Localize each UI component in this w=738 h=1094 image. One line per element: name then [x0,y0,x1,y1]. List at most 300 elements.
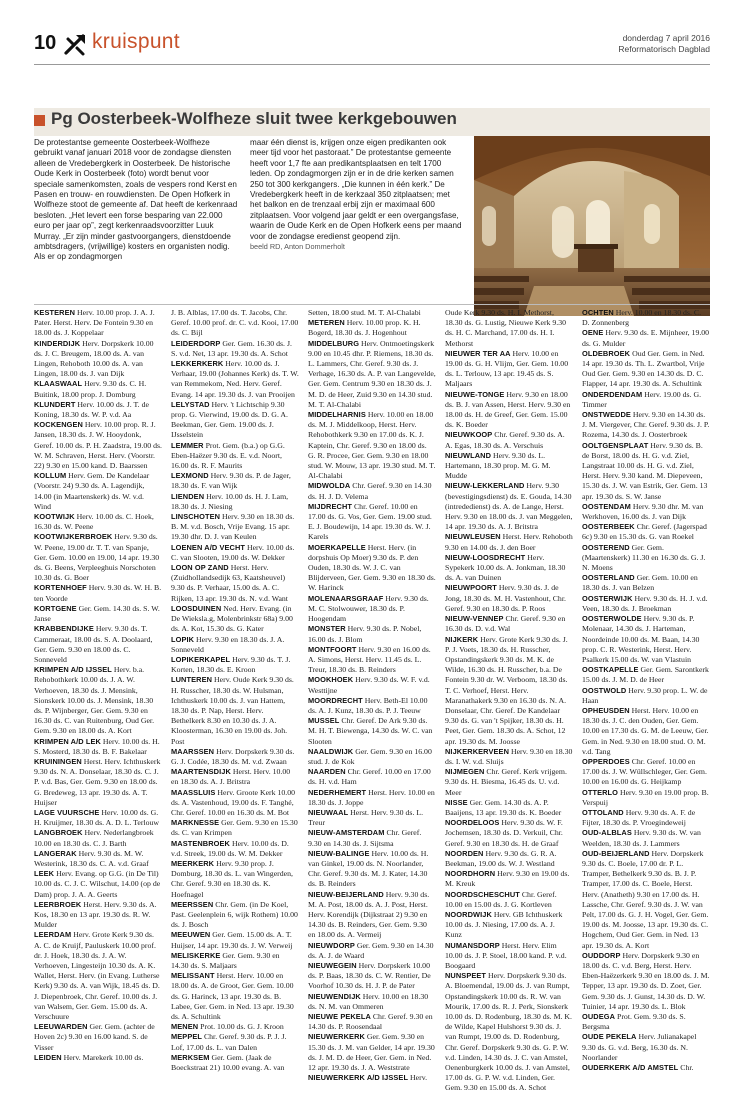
listing-place-name: LEKKERKERK [171,359,224,369]
listing-place-name: OOSTEREND [582,542,630,552]
listing-service-times: Chr. Geref. 10.00 en 15.00 ds. J. G. Kortleven [445,889,557,909]
listing-place-name: MENEN [171,1022,199,1032]
listing-place-name: NOORDHORN [445,869,496,879]
listing-service-times: Herv. 9.30 ds. T. J. Korten, 18.30 ds. E. Kroon [171,654,291,675]
listing-place-name: NIEUWER TER AA [445,348,511,358]
listing-service-times: Chr. Geref. (Jagerspad 6c) 9.30 en 15.30 ds. G. van Roekel [582,522,707,542]
listing-service-times: Ger. Gem. (Maartenskerk) 11.30 en 16.30 ds. G. J. N. Moens [582,542,706,573]
listing-entry [34,532,162,583]
listing-entry [171,543,299,563]
listing-entry [34,757,162,808]
listing-place-name: OOSTENDAM [582,501,631,511]
listing-service-times: Herv. 9.30 ds. B. de Borst, 18.00 ds. H. G. v.d. Ziel, Langstraat 10.00 ds. H. G. v.d. Ziel, Herst. Herv. 9.30 kand. M. Diepeveen, 15.30 ds. J. W. van Estrik, Ger. Gem. 13 apr. 19.30 ds. S. W. Janse [582,440,708,501]
church-interior-photo [474,136,710,316]
listing-service-times: Ger. Gem. Sarontkerk 15.00 ds. J. M. D. de Heer [582,665,709,685]
listing-entry [171,971,299,1022]
listing-service-times: Herv. 19.00 ds. G. Timmer [582,389,702,409]
listing-entry [308,624,436,644]
listing-place-name: KRABBENDIJKE [34,624,94,634]
listing-entry [171,655,299,675]
listing-place-name: OOSTKAPELLE [582,665,639,675]
listing-place-name: NIEUWERKERK [308,1032,365,1042]
listing-service-times: Herv. Groote Kerk 10.00 ds. A. Vastenhoud, 19.00 ds. F. Tanghé, Chr. Geref. 10.00 en 16.30 ds. M. Bot [171,787,296,817]
listing-place-name: OPPERDOES [582,756,630,766]
listing-entry [308,339,436,410]
listing-entry [308,594,436,625]
listing-place-name: NUMANSDORP [445,940,500,950]
listing-entry [171,339,299,359]
listing-service-times: Herst. Herv. 10.00 en 18.30 ds. A. J. Britstra [171,767,291,787]
listing-place-name: LEERBROEK [34,899,82,909]
listing-service-times: Herv. 10.00 ds. H. van Ginkel, 19.00 ds. N. Noorlander, Chr. Geref. 9.30 ds. M. J. Kater, 14.30 ds. B. Reinders [308,848,429,889]
listing-service-times: Ger. Gem. (achter de Hoven 2c) 9.30 en 16.00 kand. S. de Visser [34,1022,155,1052]
listing-place-name: NOORDEN [445,848,484,858]
listing-entry [582,849,710,951]
listing-entry [582,543,710,574]
listing-service-times: Herv. 9.30 en 14.30 ds. J. M. Viergever, Chr. Geref. 9.30 ds. J. P. Rozema, 14.30 ds. J. Oosterbroek [582,410,710,440]
listing-place-name: MUSSEL [308,716,340,726]
listing-place-name: MOORDRECHT [308,695,363,705]
listing-service-times: Herv. 9.30 ds. H. J. v.d. Veen, 18.30 ds. J. Broekman [582,593,708,613]
listing-place-name: LANGBROEK [34,828,83,838]
listing-entry [34,308,162,339]
listing-service-times: Herv. 10.00 ds. C. van Slooten, 19.00 ds. W. Dekker [171,542,295,562]
listing-service-times: Herst. Herv. 10.00 en 18.30 ds. J. Joppe [308,787,435,807]
listing-place-name: NIEUWPOORT [445,583,497,593]
listing-place-name: MOOKHOEK [308,675,354,685]
listing-entry [308,941,436,961]
photo-caption: beeld RD, Anton Dommerholt [250,242,345,252]
listing-entry [445,583,573,614]
listing-entry [34,512,162,532]
listing-place-name: NIEUWLEUSEN [445,532,501,542]
page-header [34,30,710,62]
listing-place-name: NAARDEN [308,767,346,777]
listing-service-times: Prot. 10.00 ds. G. J. Kroon [200,1022,284,1032]
listing-entry [308,828,436,848]
listing-service-times: Herv. 9.30 ds. W. F. Jochemsen, 18.30 ds. D. Verkuil, Chr. Geref. 9.30 en 18.30 ds. H. de Graaf [445,818,563,848]
listing-place-name: KRIMPEN A/D IJSSEL [34,665,112,675]
listing-entry [445,747,573,767]
listing-entry [34,420,162,471]
listing-place-name: LOPIK [171,634,195,644]
listing-entry [582,522,710,542]
listing-service-times: Chr. Geref. 9.30 en 14.30 ds. J. Sijtsma [308,828,422,848]
listing-service-times: Herst. Herv. 10.00 en 18.00 ds. A. de Groot, Ger. Gem. 10.00 ds. G. Harinck, 13 apr. 19.30 ds. B. Labee, Ger. Gem. in Ned. 13 apr. 19.30 ds. A. Schultink [171,971,294,1022]
listing-place-name: NIEUWERKERK A/D IJSSEL [308,1073,409,1083]
listing-entry [308,410,436,481]
listing-place-name: NIEUW-LEKKERLAND [445,481,525,491]
listing-service-times: Herv. Dorpskerk 9.30 ds. G. J. Codée, 18.30 ds. M. v.d. Zwaan [171,746,295,766]
listing-place-name: LOON OP ZAND [171,563,229,573]
listing-place-name: LOENEN A/D VECHT [171,542,246,552]
listing-place-name: KESTEREN [34,308,76,317]
listing-entry [171,859,299,900]
listing-place-name: MEERSSEN [171,899,214,909]
listing-entry [582,808,710,828]
listing-place-name: MIDDELBURG [308,338,360,348]
church-service-listings [34,308,710,1093]
listing-service-times: Herv. 9.30 ds. W. Peene, 19.00 dr. T. T. van Spanje, Ger. Gem. 10.00 en 19.00, 14 apr. 19.30 ds. G. Beens, Verpleeghuis Norschoten 10.30 ds. G. Boer [34,532,160,583]
listing-entry [171,951,299,971]
listing-service-times: Ger. Gem. 9.30 en 15.30 ds. J. M. van Gelder, 14 apr. 19.30 ds. J. M. D. de Heer, Ger. Gem. in Ned. 12 apr. 19.30 ds. J. A. Weststrate [308,1032,435,1073]
listing-place-name: MARKNESSE [171,818,220,828]
publication-name: Reformatorisch Dagblad [618,44,710,54]
listing-entry [171,1032,299,1052]
listing-entry [171,604,299,635]
listing-place-name: LAGE VUURSCHE [34,807,100,817]
listing-entry [445,849,573,869]
listing-place-name: OUDDORP [582,950,621,960]
listing-entry [34,624,162,665]
listing-service-times: Chr. Geref. 9.30 ds. A. A. Egas, 18.30 ds. A. Verschuis [445,430,565,450]
listing-entry [308,308,436,318]
listing-place-name: LIENDEN [171,491,205,501]
listing-entry [171,839,299,859]
listing-place-name: MOLENAARSGRAAF [308,593,384,603]
listing-service-times: Ger. Gem. (Jaak de Boeckstraat 21) 10.00 evang. A. van [171,1052,285,1073]
listing-place-name: ONSTWEDDE [582,410,631,420]
listing-service-times: Herv. 10.00 ds. J. T. de Koning, 18.30 ds. W. P. v.d. Aa [34,399,149,420]
listing-entry [308,961,436,992]
header-divider [34,64,710,65]
listing-place-name: OCHTEN [582,308,614,317]
listing-entry [34,808,162,828]
listing-place-name: MIDDELHARNIS [308,410,366,420]
listing-service-times: Herv. 9.30 ds. P. Molenaar, 14.30 ds. J. Harteman, Noordeinde 10.00 ds. M. Baan, 14.30 prop. C. R. Westerink, Herst. Herv. Psalkerk 15.00 ds. W. van Vlastuin [582,614,700,664]
listing-service-times: Herst. Herv. (Zuidhollandsedijk 63, Kaatsheuvel) 9.30 ds. P. Verhaar, 15.00 ds. A. C. Rijken, 13 apr. 19.30 ds. N. v.d. Want [171,563,288,603]
listing-service-times: Chr. Gem. (in De Koel, Past. Geelenplein 6, wijk Rothem) 10.00 ds. J. Bosch [171,899,298,930]
listing-service-times: Chr. Geref. Kerk vrijgem. 9.30 ds. H. Biesma, 16.45 ds. U. v.d. Meer [445,767,567,797]
listing-service-times: Chr. Geref. 9.30 en 14.30 ds. P. Roosendaal [308,1012,433,1032]
listing-service-times: Oud Ger. Gem. in Ned. 14 apr. 19.30 ds. Th. L. Zwartbol, Vrije Oud Ger. Gem. 9.30 en 14.30 ds. D. C. Flapper, 14 apr. 19.30 ds. A. Schultink [582,348,705,389]
listing-entry [582,686,710,706]
listing-entry [308,1032,436,1073]
listing-service-times: Herv. 9.30 en 18.00 ds. B. J. van Assen, Herst. Herv. 9.30 en 18.00 ds. H. de Greef, Ger. Gem. 15.00 ds. K. Boeder [445,389,571,430]
listing-entry [445,910,573,941]
listing-service-times: Herv. 9.30 ds. M. A. Post, 18.00 ds. A. J. Post, Herst. Herv. Korendijk (Dijkstraat 2) 9.30 en 14.30 ds. B. Reinders, Ger. Gem. 9.30 en 18.00 ds. A. Vermeij [308,889,430,940]
listing-service-times: Herv. 't Lichtschip 9.30 prop. G. Vierwind, 19.00 ds. D. G. A. Beekman, Ger. Gem. 19.00 ds. J. IJsselstein [171,399,288,440]
article-headline: Pg Oosterbeek-Wolfheze sluit twee kerkgebouwen [51,109,457,128]
article-body-part-2: maar één dienst is, krijgen onze eigen predikanten ook meer tijd voor het pastoraat.” De protestantse gemeente heeft voor 1,7 fte aan predikantsplaatsen en telt 1700 leden. Op zondagmorgen zijn er in de drie kerken samen 250 tot 300 kerkgangers. „Die kunnen in één kerk.” De Vredebergkerk heeft in de kerkzaal 350 zitplaatsen; met het balkon en de trenzaal erbij zijn er maximaal 600 zitplaatsen. Voor volgend jaar geldt er een overgangsfase, waarin de Oude Kerk en de Open Hofkerk eens per maand voor de zondagse eredienst geopend zijn. [250,138,462,241]
listing-service-times: Herv. Sypekerk 10.00 ds. A. Jonkman, 18.30 ds. A. van Duinen [445,552,566,583]
listing-entry [171,441,299,472]
listing-service-times: Herv. 10.00 en 18.30 ds. N. M. van Ommeren [308,991,429,1011]
listing-service-times: Herv. 10.00 ds. H. J. Lam, 18.30 ds. J. Niesing [171,491,289,511]
listing-place-name: NIEUWEGEIN [308,961,357,970]
listing-service-times: Herv. 9.30 en 19.00 prop. B. Verspuij [582,787,709,807]
listing-entry [445,349,573,390]
listing-place-name: NOORDWIJK [445,909,492,919]
listing-place-name: KORTGENE [34,603,77,613]
listing-entry [445,767,573,798]
listing-service-times: Chr. Geref. 10.00 en 17.00 ds. J. W. Wüllschleger, Ger. Gem. 10.00 en 16.00 ds. G. Heijkamp [582,756,707,787]
listing-entry [308,502,436,543]
listing-place-name: METEREN [308,318,345,328]
listing-service-times: Ger. Gem. 9.30 en 14.30 ds. A. J. de Waard [308,940,434,960]
crossed-arrows-icon [64,32,88,56]
listing-entry [308,992,436,1012]
listing-service-times: Chr. Geref. 9.30 en 16.30 ds. D. v.d. Wal [445,614,566,634]
listing-service-times: Herv. Evang. op G.G. (in De Til) 10.00 ds. C. J. C. Wilschut, 14.00 (op de Dam) prop. J. A. A. Geerts [34,869,161,899]
listing-service-times: Herv. 9.30 ds. P. de Jager, 18.30 ds. F. van Wijk [171,471,291,491]
listing-service-times: Herv. Oude Kerk 9.30 ds. H. Russcher, 18.30 ds. W. Hulsman, Ichthuskerk 10.00 ds. J. van Hattem, 18.30 ds. P. Nap, Herst. Herv. Bethelkerk 8.30 en 10.30 ds. J. A. Kloosterman, 16.30 en 19.00 ds. Joh. Post [171,675,294,746]
listing-entry [308,645,436,676]
listing-entry [171,818,299,838]
listing-service-times: Chr. Geref. 9.30 en 14.30 ds. H. J. D. Velema [308,481,432,501]
listing-column-5 [582,308,710,1073]
listing-place-name: KLUNDERT [34,399,76,409]
listing-place-name: OUDE PEKELA [582,1032,637,1042]
listing-service-times: Herv. 9.30 ds. W. van Weelden, 18.30 ds. J. Lammers [582,828,701,848]
listing-service-times: Herv. 10.00 ds. D. v.d. Streek, 19.00 ds. W. M. Dekker [171,838,289,858]
listing-entry [582,594,710,614]
listing-entry [582,1012,710,1032]
listing-place-name: OOSTERBEEK [582,522,635,532]
headline-marker [34,115,45,126]
listing-place-name: OTTOLAND [582,807,624,817]
listing-entry [308,747,436,767]
listing-place-name: LINSCHOTEN [171,512,221,522]
listing-place-name: MEERKERK [171,858,215,868]
listing-service-times: Herv. 9.30 (bevestigingsdienst) ds. E. Gouda, 14.30 (intrededienst) ds. A. de Lange, Herst. Herv. 9.30 en 18.00 ds. J. van Meggelen, 14 apr. 19.30 ds. A. J. Britstra [445,481,573,532]
listing-place-name: OOLTGENSPLAAT [582,440,649,450]
listing-place-name: OOSTERLAND [582,573,635,583]
listing-place-name: NIEUWDORP [308,940,355,950]
listing-service-times: Herv. 10.00 en 18.00 ds. M. J. Middelkoop, Herst. Herv. Rehobothkerk 9.30 en 17.00 ds. K. J. Kaptein, Chr. Geref. 9.30 en 18.00 ds. G. R. Procee, Ger. Gem. 9.30 en 18.00 stud. W. Mouw, 13 apr. 19.30 stud. M. T. Al-Chalabi [308,410,436,481]
listing-entry [34,583,162,603]
listing-place-name: MAASSLUIS [171,787,216,797]
listing-place-name: NIEUW-BALINGE [308,848,370,858]
listing-service-times: Herv. 9.30 dhr. M. van Werkhoven, 16.00 ds. J. van Dijk [582,501,704,522]
listing-place-name: OUDERKERK A/D AMSTEL [582,1063,679,1073]
listing-service-times: Setten, 18.00 stud. M. T. Al-Chalabi [308,308,421,317]
listing-entry [171,471,299,491]
listing-entry [582,573,710,593]
listing-place-name: NISSE [445,797,468,807]
listing-entry [171,512,299,543]
listing-place-name: NIEUWE PEKELA [308,1012,371,1022]
listing-service-times: Herv. 9.30 ds. C. H. Buitink, 18.00 prop. J. Domburg [34,379,147,399]
listing-entry [445,614,573,634]
listing-service-times: J. B. Alblas, 17.00 ds. T. Jacobs, Chr. Geref. 10.00 prof. dr. C. v.d. Kooi, 17.00 ds. C. Bijl [171,308,299,338]
listing-place-name: LEEUWARDEN [34,1022,88,1032]
listing-service-times: Herv. 10.00 ds. C. Hoek, 16.30 ds. W. Peene [34,512,154,532]
listing-place-name: LUNTEREN [171,675,213,685]
listing-place-name: OOSTERWOLDE [582,614,642,624]
listing-entry [445,635,573,747]
listing-service-times: Herv. 9.30 ds. J. de Jong, 18.30 ds. M. H. Vastenhout, Chr. Geref. 9.30 en 18.30 ds. P. Roos [445,583,566,613]
listing-place-name: MERKSEM [171,1052,210,1062]
listing-place-name: LOOSDUINEN [171,603,222,613]
listing-service-times: Herst. Herv. 10.00 en 18.30 ds. J. C. den Ouden, Ger. Gem. 10.00 en 17.30 ds. G. M. de Leeuw, Ger. Gem. in Ned. 9.30 en 18.00 stud. O. M. v.d. Tang [582,705,709,756]
listing-entry [582,441,710,502]
listing-entry [445,869,573,889]
listing-service-times: Chr. Geref. 10.00 en 17.00 ds. H. v.d. Ham [308,767,431,787]
listing-entry [445,941,573,972]
listing-service-times: Herst. Herv. 9.30 ds. L. Treur [308,807,424,828]
listing-place-name: OENE [582,328,604,338]
listing-service-times: Oude Kerk 9.30 ds. H. I. Methorst, 18.30 ds. G. Lustig, Nieuwe Kerk 9.30 ds. H. C. Marchand, 17.00 ds. H. I. Methorst [445,308,567,348]
listing-service-times: Ned. Herv. Evang. (in De Wieksla.g, Molenbrinkstr 68a) 9.00 ds. A. Kot, 15.30 ds. G. Kater [171,603,293,634]
listing-service-times: Herv. 9.30 en 18.30 ds. B. M. v.d. Bosch, Vrije Evang. 15 apr. 19.30 dhr. D. J. van Keulen [171,512,295,542]
listing-place-name: MASTENBROEK [171,838,230,848]
listing-entry [582,1032,710,1063]
listing-service-times: Ger. Gem. 15.00 ds. A. T. Huijser, 14 apr. 19.30 ds. J. W. Verweij [171,930,293,950]
listing-service-times: Herst. Herv. (in dorpshuis Op Moer) 9.30 ds. P. den Ouden, 18.30 ds. W. J. C. van Blijderveen, Ger. Gem. 9.30 en 18.30 ds. W. Harinck [308,542,436,593]
listing-entry [34,849,162,869]
listing-entry [171,675,299,746]
listing-place-name: KINDERDIJK [34,338,81,348]
listing-place-name: KRUININGEN [34,756,82,766]
listing-place-name: OUD-BEIJERLAND [582,848,650,858]
listing-entry [308,808,436,828]
listing-place-name: KORTENHOEF [34,583,87,593]
listing-place-name: NIEUWKOOP [445,430,493,440]
listing-service-times: Ger. Gem. 16.30 ds. J. S. v.d. Net, 13 apr. 19.30 ds. A. Schot [171,338,292,358]
listing-service-times: Chr. Geref. 9.30 ds. P. J. J. Lof, 17.00 ds. L. van Dalen [171,1032,287,1052]
listing-place-name: LEIDEN [34,1052,62,1062]
listing-place-name: NIEUWE-TONGE [445,389,505,399]
listing-entry [582,665,710,685]
listing-place-name: NIEUW-LOOSDRECHT [445,552,526,562]
listing-entry [582,951,710,1012]
listing-entry [34,379,162,399]
listing-entry [308,1073,436,1083]
listing-entry [308,318,436,338]
listing-place-name: MELISKERKE [171,950,221,960]
listing-service-times: Prot. Gem. 9.30 ds. S. Bergsma [582,1012,686,1032]
listing-service-times: Herv. Dorpskerk 9.30 ds. A. Bloemendal, 19.00 ds. J. van Rumpt, Opstandingskerk 10.00 ds. R. W. van Mourik, 17.00 ds. R. J. Perk, Sionskerk 10.00 ds. D. Rodenburg, 18.30 ds. M. K. de Wilde, Kapel Hulshorst 9.30 ds. J. van Rumpt, 19.00 ds. D. Rodenburg, Chr. Geref. Dorpskerk 9.30 ds. G. P. W. v.d. Linden, 14.30 ds. J. C. van Amstel, Oenenburgkerk 10.00 ds. J. van Amstel, 17.00 ds. G. P. W. v.d. Linden, Ger. Gem. 9.30 en 15.00 ds. A. Schot [445,971,572,1093]
listing-place-name: KOCKENGEN [34,420,83,430]
listing-entry [308,767,436,787]
issue-date: donderdag 7 april 2016 [622,33,710,43]
article-column-2 [250,138,462,252]
listing-place-name: NIJKERK [445,634,479,644]
listing-place-name: OOSTERWIJK [582,593,633,603]
listing-entry [308,890,436,941]
listing-service-times: Herv. 9.30 ds. A. F. de Fijter, 18.30 ds. P. Vroegindeweij [582,807,696,828]
listing-entry [445,390,573,431]
listing-entry [171,308,299,339]
listing-service-times: Herv. 9.30 en 16.00 ds. A. Simons, Herst. Herv. 11.45 ds. L. Treur, 18.30 ds. B. Reinders [308,644,431,675]
listing-entry [445,971,573,1093]
listing-service-times: Herv. 9.30 ds. P. Nobel, 16.00 ds. J. Blom [308,624,422,644]
listing-entry [308,1012,436,1032]
listing-service-times: Herv. 9.30 ds. E. Mijnheer, 19.00 ds. G. Mulder [582,328,710,348]
listing-service-times: Herv. 9.30 ds. W. F. v.d. Westtijne [308,675,430,695]
listing-place-name: LOPIKERKAPEL [171,654,231,664]
listing-entry [34,900,162,931]
listing-entry [171,930,299,950]
listing-entry [171,900,299,931]
listing-service-times: Herv. Dorpskerk 10.00 ds. J. C. Breugem, 18.00 ds. A. van Lingen, Rehoboth 10.00 ds. A. van Lingen, 18.00 ds. J. van Dijk [34,338,154,379]
listing-service-times: Herv. 9.30 en 19.00 ds. M. Kreuk [445,869,570,889]
feature-article [34,108,710,262]
listing-entry [582,828,710,848]
listing-place-name: MAARSSEN [171,746,215,756]
listing-service-times: Herv. Ontmoetingskerk 9.00 en 10.45 dhr. P. Riemens, 18.30 ds. L. Lammers, Chr. Geref. 9.30 ds. J. Verhage, 16.30 ds. A. P. van Langevelde, Ger. Gem. Centrum 9.30 en 18.30 ds. J. M. D. de Heer, Zuid 9.30 en 14.30 stud. M. T. Al-Chalabi [308,338,436,409]
section-divider [34,304,710,305]
listing-place-name: OOSTWOLD [582,685,627,695]
listing-entry [34,828,162,848]
listing-entry [171,767,299,787]
listing-entry [582,1063,710,1073]
listing-place-name: NIJMEGEN [445,767,485,777]
listing-service-times: Herv. 10.00 ds. J. Verhaar, 19.00 (Johannes Kerk) ds. T. W. van Remmekom, Ned. Herv. Geref. Evang. 14 apr. 19.30 ds. J. van Prooijen [171,359,299,399]
listing-service-times: Ger. Gem. 14.30 ds. S. W. Janse [34,603,160,624]
listing-entry [34,1053,162,1063]
listing-service-times: Ger. Gem. 9.30 en 16.00 stud. J. de Kok [308,746,432,766]
listing-column-1 [34,308,162,1062]
listing-entry [582,757,710,788]
listing-entry [171,492,299,512]
listing-place-name: NIEUWAAL [308,807,349,817]
listing-entry [445,532,573,552]
listing-entry [34,869,162,900]
listing-entry [171,1022,299,1032]
listing-service-times: Herv. Nederlangbroek 10.00 en 18.30 ds. C. J. Barth [34,828,154,848]
listing-place-name: NEDERHEMERT [308,787,367,797]
listing-entry [171,400,299,441]
listing-service-times: Herv. 9.30 ds. W. H. B. ten Voorde [34,583,162,603]
listing-entry [308,696,436,716]
listing-place-name: MELISSANT [171,971,215,981]
listing-place-name: LEIDERDORP [171,338,221,348]
listing-place-name: LEERDAM [34,930,72,940]
listing-service-times: Herv. 9.30 prop. L. W. de Haan [582,685,708,705]
listing-place-name: KOOTWIJK [34,512,75,522]
listing-place-name: MONTFOORT [308,644,357,654]
listing-place-name: NIEUW-VENNEP [445,614,504,624]
listing-entry [582,328,710,348]
listing-entry [582,502,710,522]
listing-place-name: KOLLUM [34,471,67,481]
listing-service-times: Ger. Gem. 10.00 en 18.30 ds. J. van Belzen [582,573,698,593]
listing-service-times: Herv. 10.00 prop. K. H. Bogerd, 18.30 ds. J. Hogenhout [308,318,421,338]
listing-entry [308,788,436,808]
listing-service-times: Herv. Gem. De Kandelaar (Voorstr. 24) 9.30 ds. A. Lagendijk, 14.00 (in Maartenskerk) ds. W. v.d. Wind [34,471,150,511]
listing-place-name: NIJKERKERVEEN [445,746,510,756]
listing-service-times: Herv. Marekerk 10.00 ds. [63,1052,144,1062]
header-meta [618,33,710,55]
listing-place-name: NIEUW-BEIJERLAND [308,889,384,899]
listing-place-name: KLAASWAAL [34,379,83,389]
listing-place-name: LEEK [34,869,55,879]
listing-entry [34,1022,162,1053]
listing-service-times: Herv. 9.30 ds. M. W. Westerink, 18.30 ds. C. A. v.d. Graaf [34,848,149,868]
listing-place-name: NOORDELOOS [445,818,500,828]
listing-service-times: Herv. 9.30 ds. L. Hartemann, 18.30 prop. M. G. M. Mudde [445,450,551,481]
listing-service-times: Herv. Grote Kerk 9.30 ds. J. P. J. Voets, 18.30 ds. H. Russcher, Opstandingskerk 9.30 ds. M. K. de Wilde, 16.30 ds. H. Russcher, b.a. De Fontein 9.30 dr. W. Verboom, 18.30 ds. T. C. Verhoef, Herst. Herv. Maranathakerk 9.30 en 16.30 ds. N. A. Donselaar, Chr. Geref. De Kandelaar 9.30 ds. G. van 't Spijker, 18.30 ds. H. Peet, Ger. Gem. 18.30 ds. A. Schot, 12 apr. 19.30 ds. M. Joosse [445,634,568,746]
listing-column-4 [445,308,573,1093]
listing-service-times: Herv. Julianakapel 9.30 ds. G. v.d. Berg, 16.30 ds. N. Noorlander [582,1032,697,1062]
listing-service-times: Herst. Herv. Rehoboth 9.30 en 14.00 ds. J. den Boer [445,532,573,552]
listing-entry [308,481,436,501]
church-interior-illustration [474,136,710,316]
listing-service-times: Herv. 9.30 ds. T. Cammeraat, 18.00 ds. S. A. Doolaard, Ger. Gem. 9.30 en 18.00 ds. C. Sonneveld [34,624,153,664]
listing-entry [445,890,573,910]
listing-service-times: Herv. GB Ichthuskerk 10.00 ds. J. Niesing, 17.00 ds. A. J. Kunz [445,909,563,940]
listing-place-name: OPHEUSDEN [582,705,630,715]
listing-place-name: MIJDRECHT [308,501,353,511]
listing-place-name: LEMMER [171,440,204,450]
listing-service-times: Herv. 10.00 ds. H. S. Mosterd, 18.30 ds. B. F. Bakelaar [34,736,160,756]
listing-place-name: ONDERDENDAM [582,389,643,399]
listing-service-times: Herst. Herv. Elim 10.00 ds. J. P. Stoel, 18.00 kand. P. v.d. Boogaard [445,940,567,970]
listing-service-times: Chr. Geref. De Ark 9.30 ds. M. H. T. Biewenga, 14.30 ds. W. C. van Slooten [308,716,433,746]
listing-place-name: NAALDWIJK [308,746,354,756]
